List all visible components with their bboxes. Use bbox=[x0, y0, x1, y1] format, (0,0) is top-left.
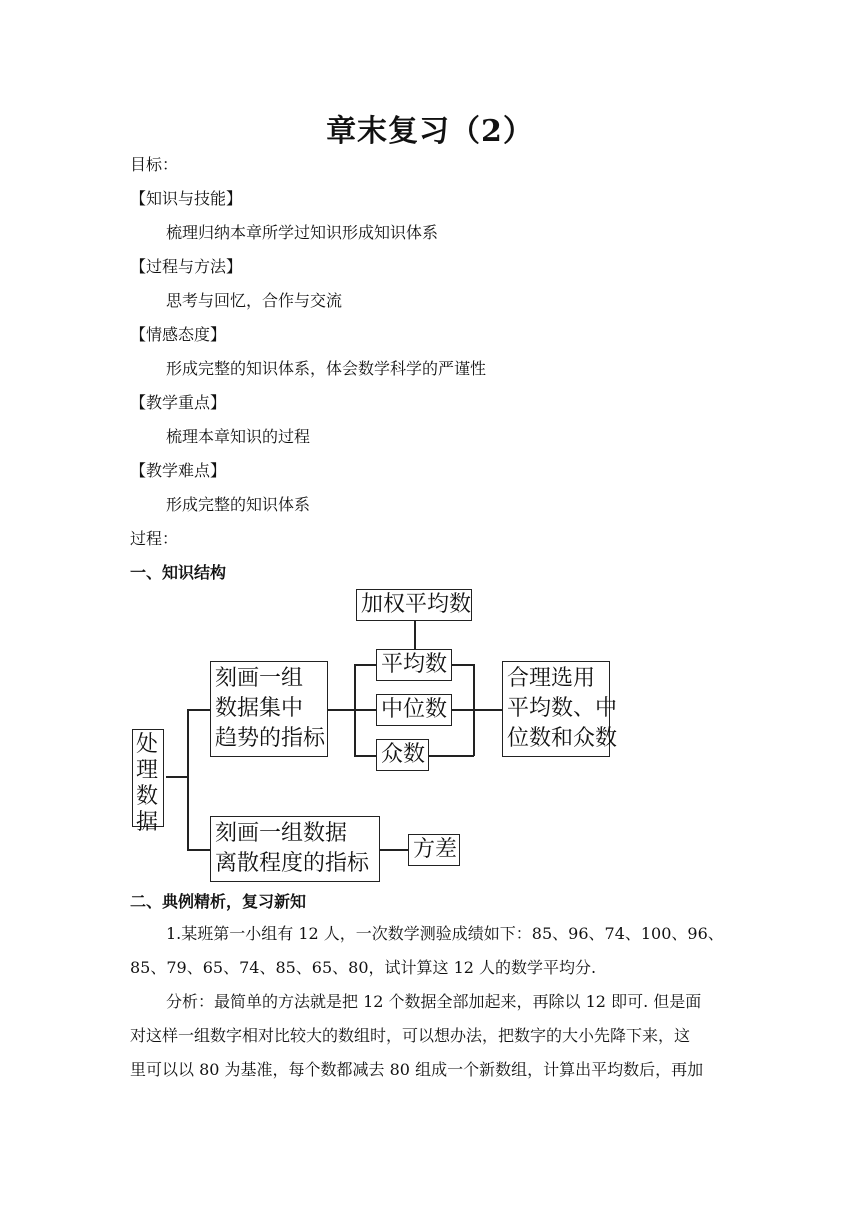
section-content-knowledge: 梳理归纳本章所学过知识形成知识体系 bbox=[166, 223, 439, 242]
section-content-key-point: 梳理本章知识的过程 bbox=[166, 427, 311, 446]
box-median: 中位数 bbox=[376, 694, 452, 726]
choose-line-3: 位数和众数 bbox=[507, 726, 618, 751]
page-title: 章末复习（2） bbox=[326, 114, 534, 149]
process-label: 过程： bbox=[130, 529, 179, 548]
box-weighted-mean: 加权平均数 bbox=[356, 589, 472, 621]
box-process-data-text: 处理数据 bbox=[135, 732, 158, 835]
connector-root bbox=[166, 776, 188, 778]
connector-weighted-to-mean bbox=[414, 619, 416, 649]
part1-heading: 一、知识结构 bbox=[130, 563, 227, 582]
central-line-3: 趋势的指标 bbox=[215, 726, 326, 751]
section-heading-attitude: 【情感态度】 bbox=[130, 325, 227, 344]
goals-label: 目标： bbox=[130, 155, 179, 174]
box-mean: 平均数 bbox=[376, 649, 452, 681]
box-dispersion bbox=[210, 816, 380, 882]
dispersion-line-2: 离散程度的指标 bbox=[215, 851, 370, 876]
connector-to-mode bbox=[354, 755, 376, 757]
dispersion-line-1: 刻画一组数据 bbox=[215, 821, 348, 846]
analysis-line-2: 对这样一组数字相对比较大的数组时，可以想办法，把数字的大小先降下来，这 bbox=[130, 1026, 691, 1045]
connector-to-mean bbox=[354, 664, 376, 666]
box-mode: 众数 bbox=[376, 739, 429, 771]
box-process-data bbox=[132, 729, 164, 835]
connector-from-mode bbox=[428, 755, 474, 757]
analysis-line-3: 里可以以 80 为基准，每个数都减去 80 组成一个新数组，计算出平均数后，再加 bbox=[130, 1060, 704, 1079]
section-heading-knowledge: 【知识与技能】 bbox=[130, 189, 243, 208]
example-1 bbox=[130, 917, 730, 985]
knowledge-structure-diagram bbox=[128, 589, 618, 885]
section-heading-process: 【过程与方法】 bbox=[130, 257, 243, 276]
analysis-line-1: 分析：最简单的方法就是把 12 个数据全部加起来，再除以 12 即可. 但是面 bbox=[166, 992, 702, 1011]
connector-measures-right bbox=[473, 664, 475, 756]
choose-line-2: 平均数、中 bbox=[507, 696, 618, 721]
section-content-process: 思考与回忆，合作与交流 bbox=[166, 291, 343, 310]
section-content-attitude: 形成完整的知识体系，体会数学科学的严谨性 bbox=[166, 359, 487, 378]
connector-to-central bbox=[187, 709, 210, 711]
example-1-line-1: 1.某班第一小组有 12 人，一次数学测验成绩如下：85、96、74、100、96、 bbox=[166, 924, 724, 943]
connector-to-median bbox=[354, 709, 376, 711]
section-heading-key-point: 【教学重点】 bbox=[130, 393, 227, 412]
central-line-1: 刻画一组 bbox=[215, 666, 304, 691]
connector-from-median bbox=[452, 709, 502, 711]
central-line-2: 数据集中 bbox=[215, 696, 304, 721]
section-heading-difficulty: 【教学难点】 bbox=[130, 461, 227, 480]
connector-to-dispersion bbox=[187, 849, 210, 851]
connector-root-vertical bbox=[187, 709, 189, 850]
box-variance: 方差 bbox=[408, 834, 460, 866]
connector-to-variance bbox=[380, 849, 408, 851]
box-central-tendency bbox=[210, 661, 328, 757]
analysis bbox=[130, 985, 730, 1087]
box-choose bbox=[502, 661, 618, 757]
example-1-line-2: 85、79、65、74、85、65、80，试计算这 12 人的数学平均分. bbox=[130, 958, 597, 977]
choose-line-1: 合理选用 bbox=[507, 666, 596, 691]
connector-from-mean bbox=[452, 664, 474, 666]
section-content-difficulty: 形成完整的知识体系 bbox=[166, 495, 311, 514]
part2-heading: 二、典例精析，复习新知 bbox=[130, 892, 307, 911]
connector-central-out bbox=[327, 709, 355, 711]
